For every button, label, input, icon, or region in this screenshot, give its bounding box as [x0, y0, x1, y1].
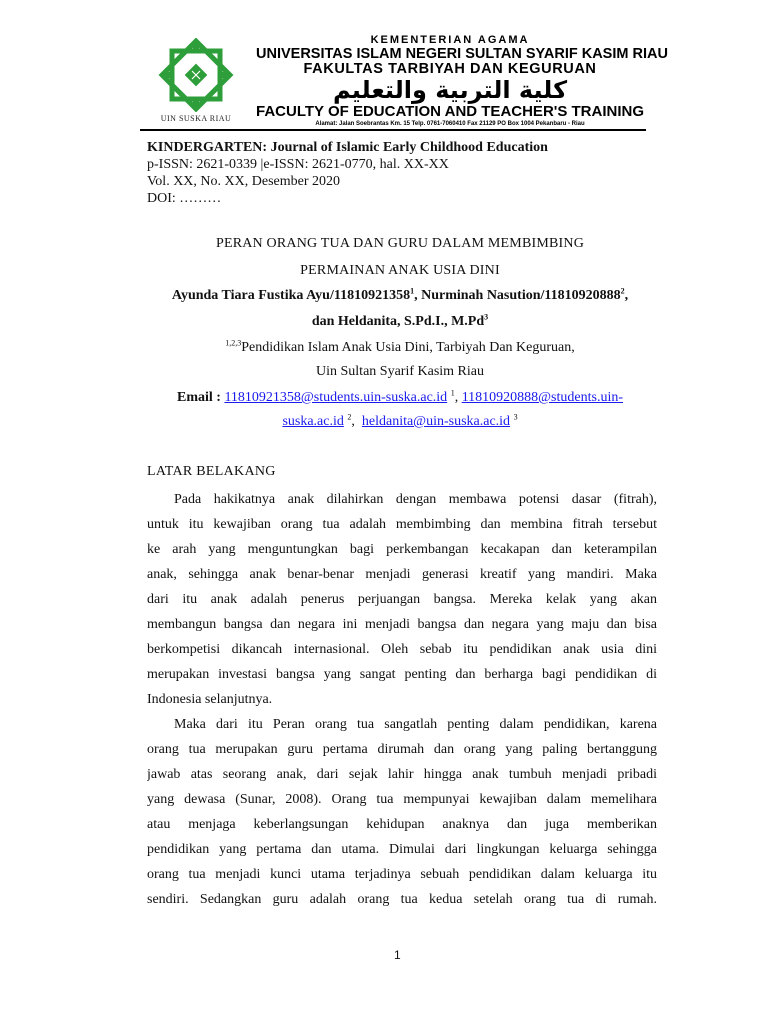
paragraph-1 — [147, 487, 657, 712]
page-number: 1 — [394, 948, 401, 962]
article-title-line-1: PERAN ORANG TUA DAN GURU DALAM MEMBIMBING — [215, 236, 585, 251]
email-line-2: suska.ac.id $^2$, heldanita@uin-suska.ac.id $^3$ — [282, 412, 518, 429]
p2-line: orang tua menjadi kunci utama terjadinya sebuah pendidikan dalam keluarga itu — [147, 867, 657, 882]
octagram-logo-icon — [156, 38, 236, 112]
affiliation-sup: 1,2,3 — [225, 338, 242, 348]
faculty-address: Alamat: Jalan Soebrantas Km. 15 Telp. 0761-7060410 Fax 21129 PO Box 1004 Pekanbaru - Riau — [315, 121, 585, 127]
email-link-2a[interactable]: 11810920888@students.uin- — [461, 390, 624, 405]
email-3-sup: 3 — [513, 412, 518, 422]
affiliation-line-2: Uin Sultan Syarif Kasim Riau — [316, 364, 484, 379]
authors-line-2 — [140, 314, 660, 330]
faculty-name-ar: كلية التربية والتعليم — [332, 76, 568, 104]
affiliation-line-1 — [140, 340, 660, 356]
email-line-1: Email : 11810921358@students.uin-suska.ac.id $^1$, 11810920888@students.uin- — [176, 388, 624, 405]
journal-title: KINDERGARTEN: Journal of Islamic Early Childhood Education — [147, 140, 548, 155]
email-2-sup: 2 — [347, 412, 352, 422]
author-3-sup: 3 — [484, 312, 489, 322]
logo-caption: UIN SUSKA RIAU — [160, 114, 232, 123]
authors-separator: , — [624, 288, 629, 303]
p2-line: Maka dari itu Peran orang tua sangatlah penting dalam pendidikan, karena — [174, 717, 657, 732]
university-logo — [146, 38, 246, 124]
author-3: dan Heldanita, S.Pd.I., M.Pd — [311, 314, 485, 329]
journal-doi: DOI: ……… — [147, 191, 222, 206]
faculty-name-en: FACULTY OF EDUCATION AND TEACHER'S TRAINING — [256, 103, 645, 120]
email-1-sup: 1 — [450, 388, 455, 398]
ministry-name: KEMENTERIAN AGAMA — [370, 34, 530, 46]
p2-line: yang dewasa (Sunar, 2008). Orang tua mempunyai kewajiban dalam memelihara — [147, 792, 657, 807]
p1-line: membangun bangsa dan negara ini menjadi bangsa dan negara yang maju dan bisa — [147, 617, 657, 632]
paragraph-2 — [147, 712, 657, 912]
p1-line: untuk itu kewajiban orang tua adalah membimbing dan membina fitrah tersebut — [147, 517, 657, 532]
email-label: Email : — [176, 390, 221, 405]
journal-issn: p-ISSN: 2621-0339 |e-ISSN: 2621-0770, hal. XX-XX — [147, 157, 449, 172]
email-link-1[interactable]: 11810921358@students.uin-suska.ac.id — [224, 390, 448, 405]
p1-line: dari itu anak adalah penerus perjuangan bangsa. Mereka kelak yang akan — [147, 592, 657, 607]
p1-line: anak, sehingga anak benar-benar menjadi generasi kreatif yang mandiri. Maka — [147, 567, 657, 582]
p1-line: berkompetisi dikancah internasional. Oleh sebab itu pendidikan anak usia dini — [147, 642, 657, 657]
journal-info — [147, 139, 548, 207]
p1-line: Pada hakikatnya anak dilahirkan dengan membawa potensi dasar (fitrah), — [174, 492, 657, 507]
university-name: UNIVERSITAS ISLAM NEGERI SULTAN SYARIF KASIM RIAU — [256, 46, 668, 62]
author-1-sup: 1 — [410, 286, 415, 296]
p2-line: jawab atas seorang anak, dari sejak lahir hingga anak tumbuh menjadi pribadi — [147, 767, 657, 782]
p2-line: sendiri. Sedangkan guru adalah orang tua kedua setelah orang tua di rumah. — [147, 892, 657, 907]
author-1: Ayunda Tiara Fustika Ayu/11810921358 — [171, 288, 411, 303]
p2-line: atau menjaga keberlangsungan kehidupan anaknya dan juga memberikan — [147, 817, 657, 832]
authors-line-1 — [140, 288, 660, 304]
section-heading: LATAR BELAKANG — [147, 464, 276, 479]
journal-volume: Vol. XX, No. XX, Desember 2020 — [147, 174, 340, 189]
p1-line: Indonesia selanjutnya. — [147, 692, 273, 707]
affiliation-text-1: Pendidikan Islam Anak Usia Dini, Tarbiyah Dan Keguruan, — [241, 340, 575, 355]
letterhead-text — [256, 34, 668, 128]
email-link-2b[interactable]: suska.ac.id — [282, 414, 344, 429]
p2-line: pendidikan yang pertama dan utama. Dimulai dari lingkungan keluarga sehingga — [147, 842, 657, 857]
p1-line: ke arah yang menguntungkan bagi perkembangan kecakapan dan keterampilan — [147, 542, 657, 557]
email-link-3[interactable]: heldanita@uin-suska.ac.id — [361, 414, 511, 429]
article-title-line-2: PERMAINAN ANAK USIA DINI — [300, 263, 500, 278]
letterhead-divider — [140, 129, 646, 131]
author-2: , Nurminah Nasution/11810920888 — [414, 288, 621, 303]
letterhead — [140, 34, 668, 130]
p2-line: orang tua merupakan guru pertama dirumah dan orang yang paling bertanggung — [147, 742, 657, 757]
faculty-name-id: FAKULTAS TARBIYAH DAN KEGURUAN — [303, 61, 597, 77]
p1-line: merupakan investasi bangsa yang sangat penting dan berharga bagi pendidikan di — [147, 667, 657, 682]
author-2-sup: 2 — [620, 286, 625, 296]
